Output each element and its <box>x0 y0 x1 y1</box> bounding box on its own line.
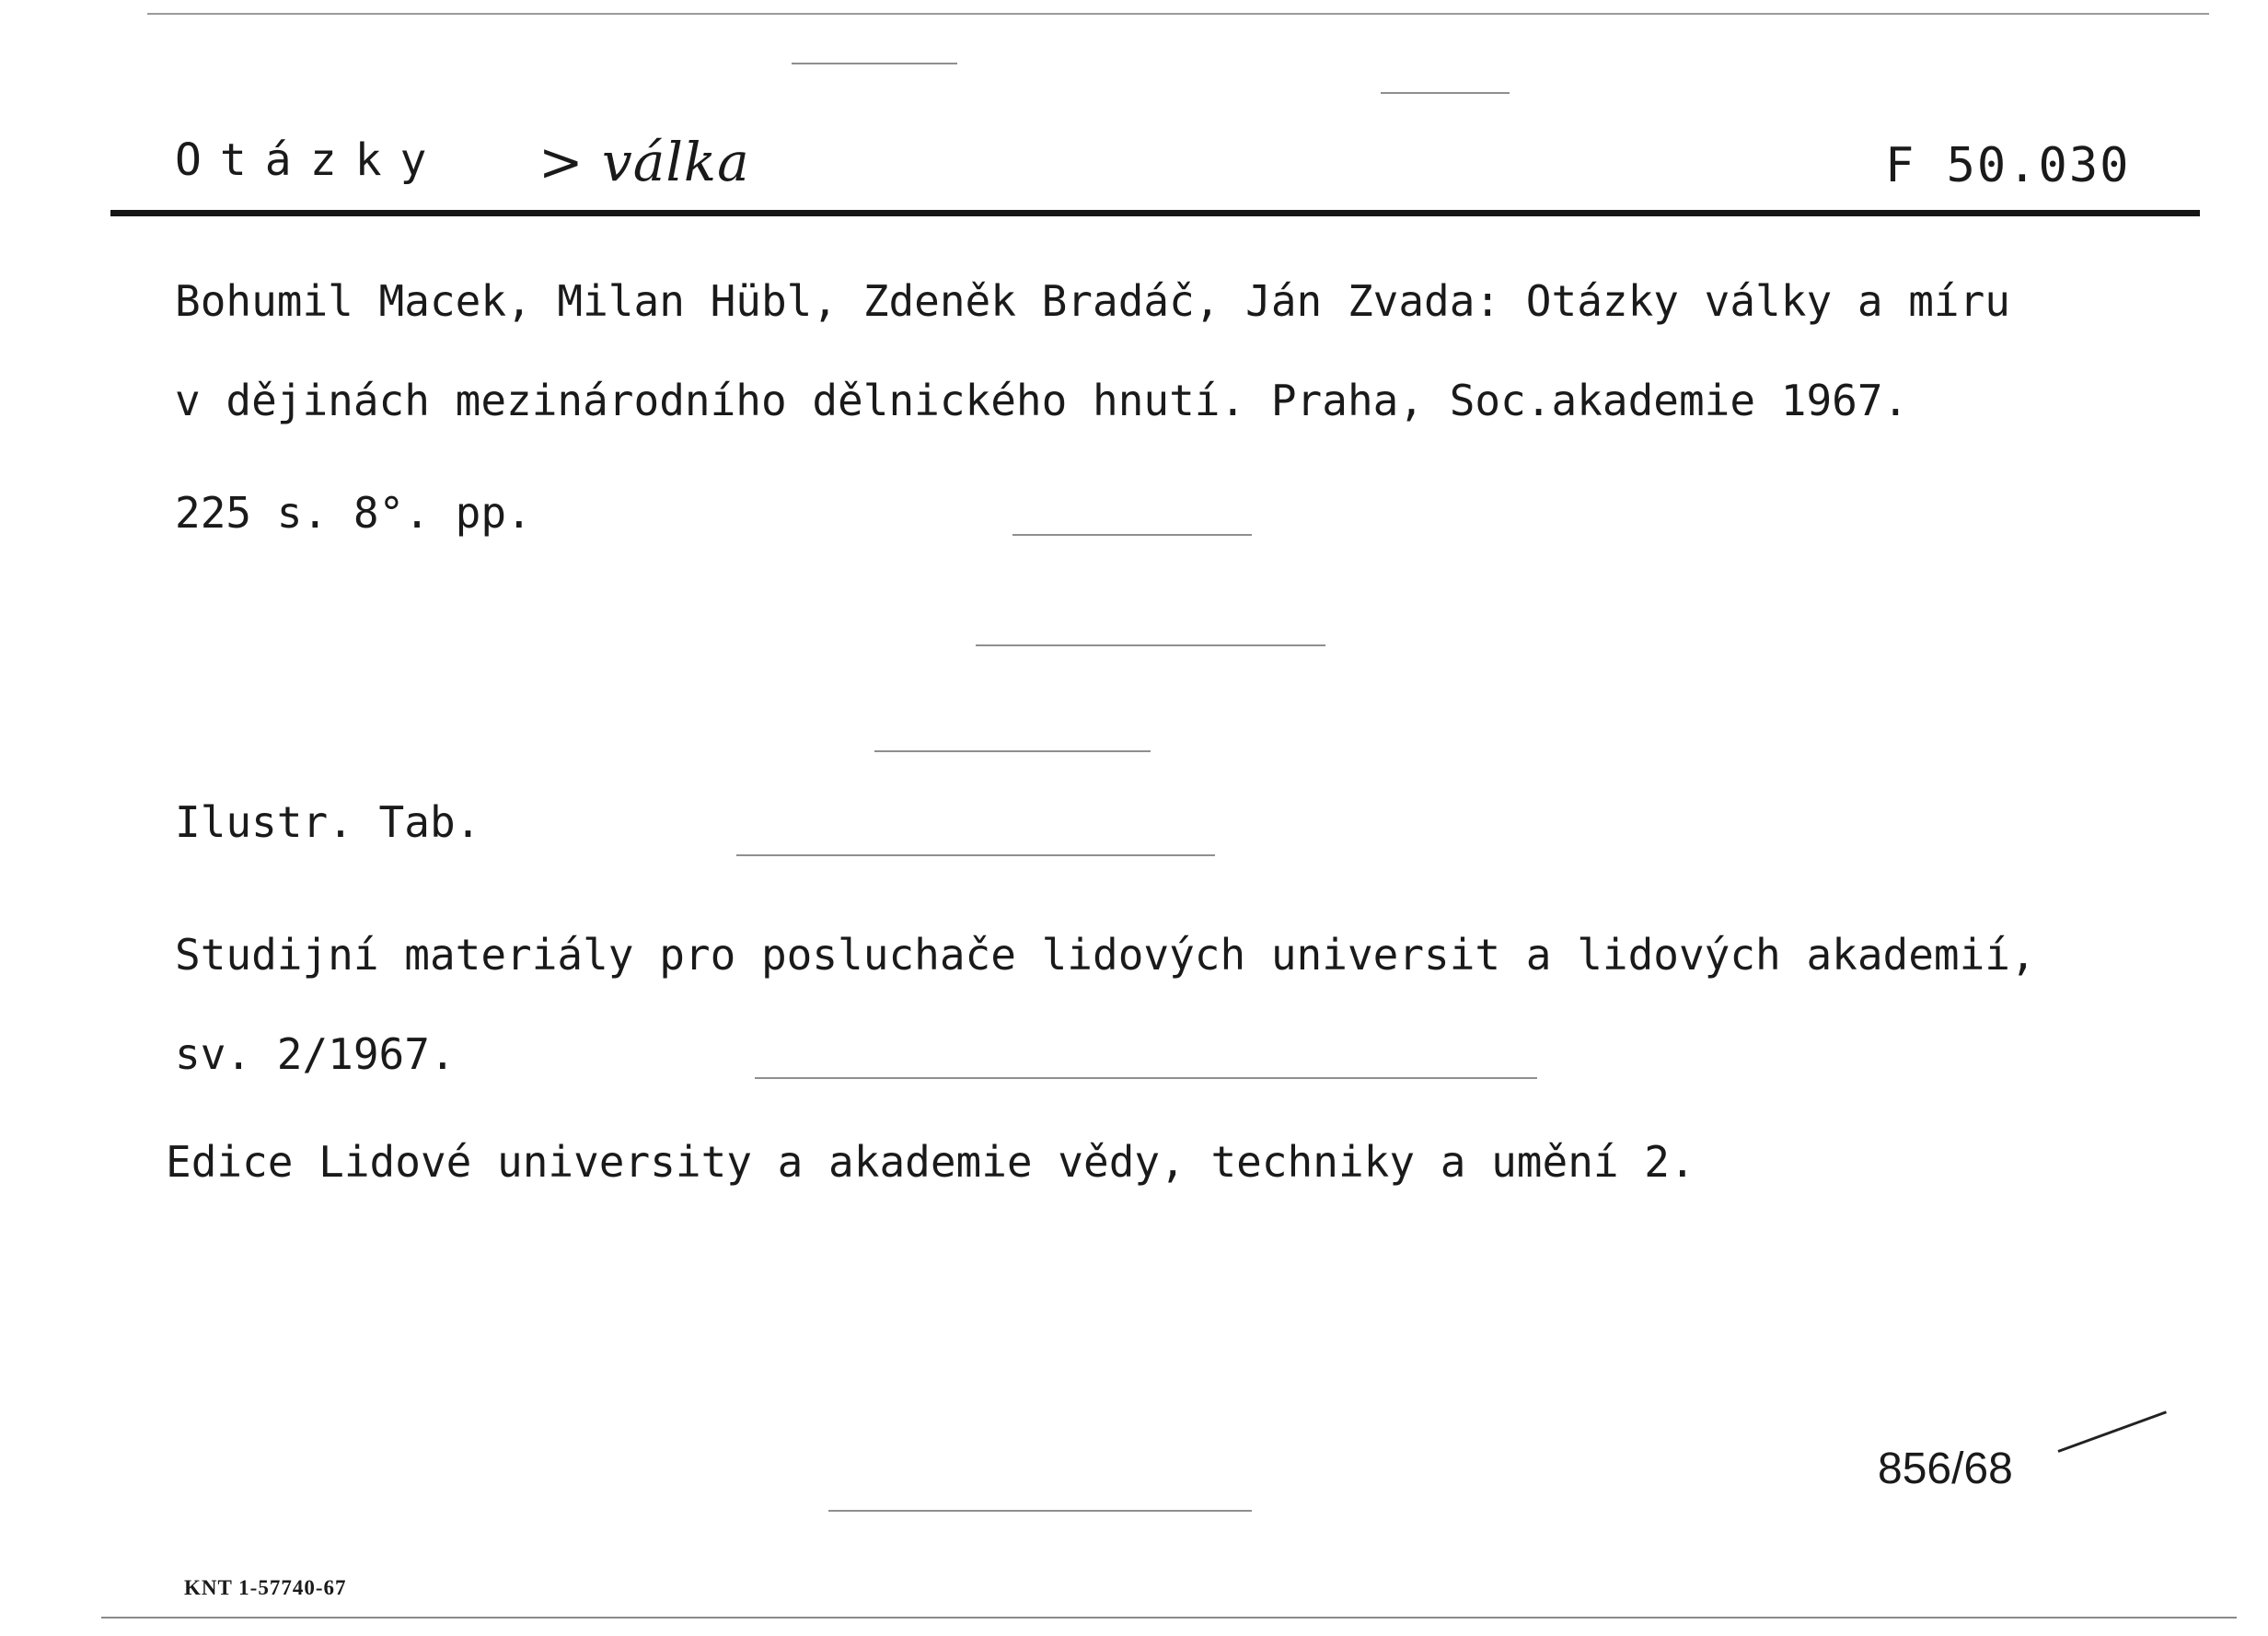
bottom-rule <box>101 1617 2237 1619</box>
entry-line-authors-title: Bohumil Macek, Milan Hübl, Zdeněk Bradáč, Ján Zvada: Otázky války a míru <box>175 276 2010 326</box>
entry-line-edition: Edice Lidové university a akademie vědy, techniky a umění 2. <box>166 1137 1695 1187</box>
scan-noise <box>1012 534 1252 536</box>
card-heading: Otázky <box>175 134 446 186</box>
print-code: KNT 1-57740-67 <box>184 1576 347 1599</box>
top-rule <box>147 13 2209 15</box>
accession-number: 856/68 <box>1878 1445 2013 1493</box>
scan-noise <box>976 644 1325 646</box>
scan-noise <box>828 1510 1252 1512</box>
scan-noise <box>755 1077 1537 1079</box>
entry-line-series-volume: sv. 2/1967. <box>175 1029 456 1079</box>
scan-noise <box>792 63 957 64</box>
entry-line-title-imprint: v dějinách mezinárodního dělnického hnutí. Praha, Soc.akademie 1967. <box>175 376 1909 425</box>
call-number: F 50.030 <box>1885 138 2131 193</box>
scan-noise <box>1381 92 1510 94</box>
entry-line-illustrations: Ilustr. Tab. <box>175 797 481 847</box>
heading-rule <box>110 210 2200 216</box>
entry-line-collation: 225 s. 8°. pp. <box>175 488 532 538</box>
handwritten-stroke <box>2057 1410 2166 1453</box>
entry-line-series: Studijní materiály pro posluchače lidových universit a lidových akademií, <box>175 930 2036 980</box>
scan-noise <box>874 750 1151 752</box>
handwritten-subject-note: > válka <box>538 131 750 193</box>
scan-noise <box>736 854 1215 856</box>
